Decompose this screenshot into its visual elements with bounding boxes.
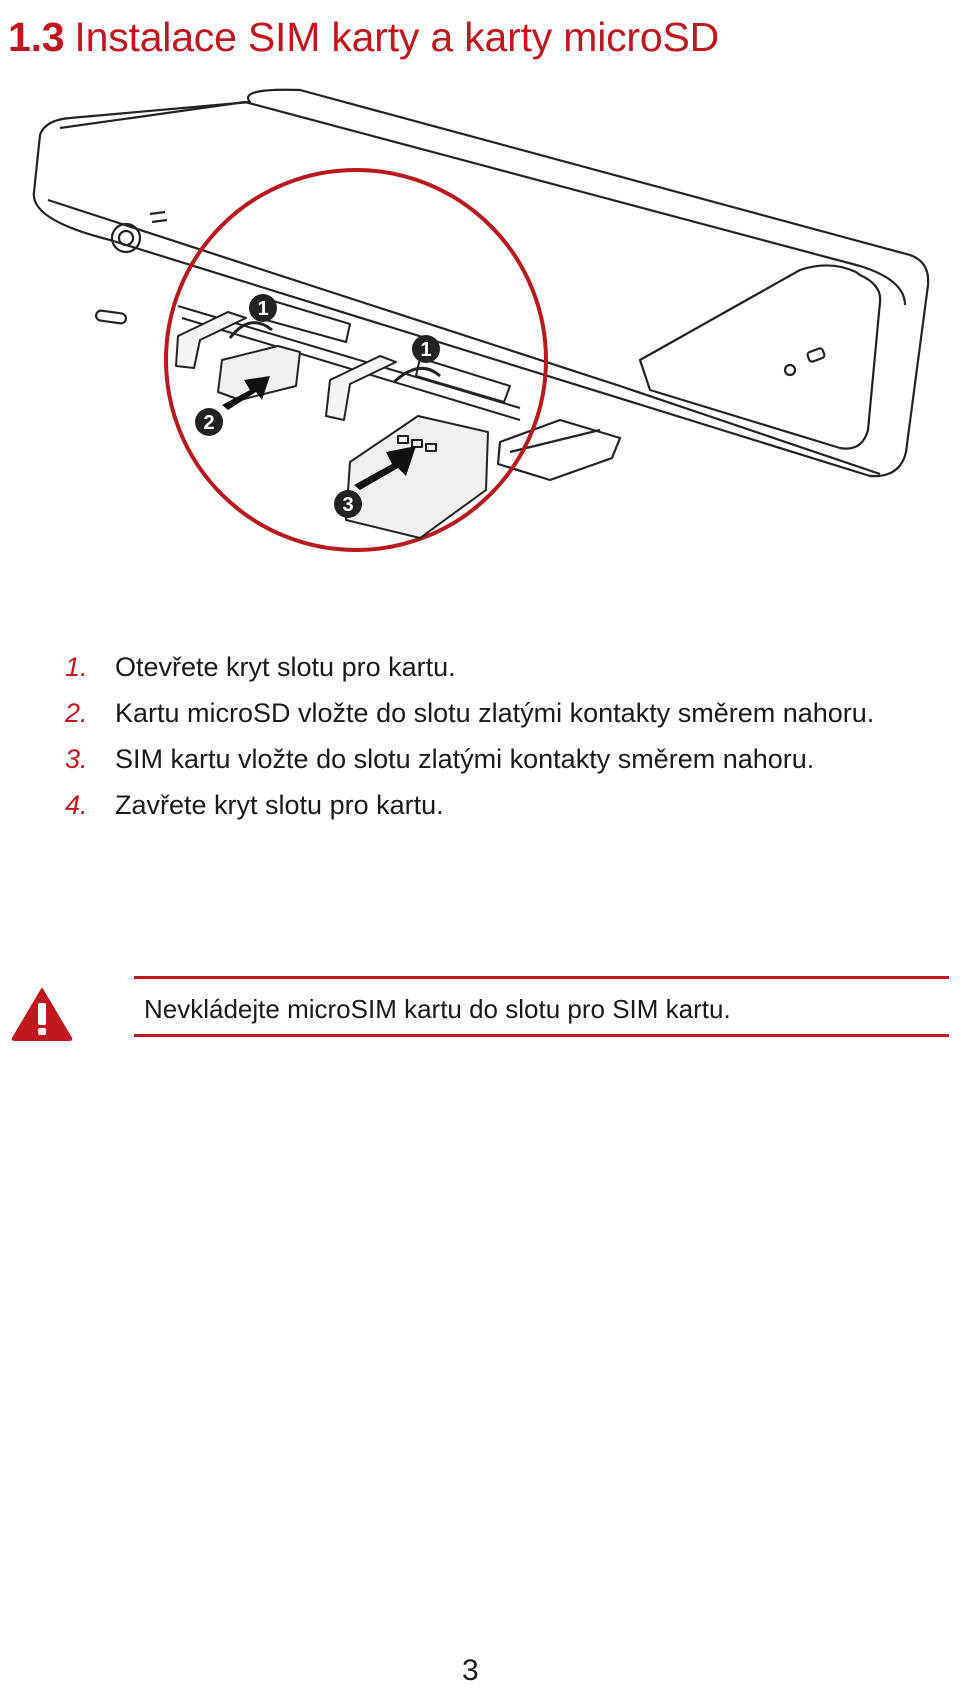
sim-card-installation-illustration [0, 80, 960, 580]
camera-lens [112, 224, 140, 252]
callout-3: 3 [342, 494, 354, 516]
tablet-body [34, 90, 928, 476]
callout-1-microsd: 1 [257, 298, 269, 320]
step-text: SIM kartu vložte do slotu zlatými kontakty směrem nahoru. [115, 744, 815, 774]
step-number: 4. [65, 790, 88, 820]
step-item [65, 644, 935, 690]
callout-1-sim: 1 [420, 339, 432, 361]
step-item [65, 690, 935, 736]
installation-steps [65, 644, 935, 828]
step-number: 3. [65, 744, 88, 774]
warning-triangle-icon [10, 986, 74, 1042]
callout-2: 2 [203, 412, 215, 434]
rotate-arrow-left [230, 323, 272, 338]
step-number: 2. [65, 698, 88, 728]
usb-port [807, 348, 825, 363]
page-number: 3 [462, 1654, 479, 1687]
audio-port [785, 365, 795, 375]
tablet-back-panel [640, 265, 880, 448]
step-text: Otevřete kryt slotu pro kartu. [115, 652, 456, 682]
step-text: Kartu microSD vložte do slotu zlatými kontakty směrem nahoru. [115, 698, 875, 728]
flash [150, 212, 167, 222]
step-item [65, 782, 935, 828]
sim-card [346, 416, 488, 538]
section-title [8, 14, 719, 61]
warning-bottom-rule [134, 1034, 949, 1037]
warning-top-rule [134, 976, 949, 979]
step-number: 1. [65, 652, 88, 682]
section-title-text: Instalace SIM karty a karty microSD [74, 14, 720, 60]
warning-text: Nevkládejte microSIM kartu do slotu pro SIM kartu. [144, 994, 731, 1024]
section-number: 1.3 [8, 14, 65, 60]
step-item [65, 736, 935, 782]
step-text: Zavřete kryt slotu pro kartu. [115, 790, 444, 820]
speaker-grille [95, 310, 126, 324]
